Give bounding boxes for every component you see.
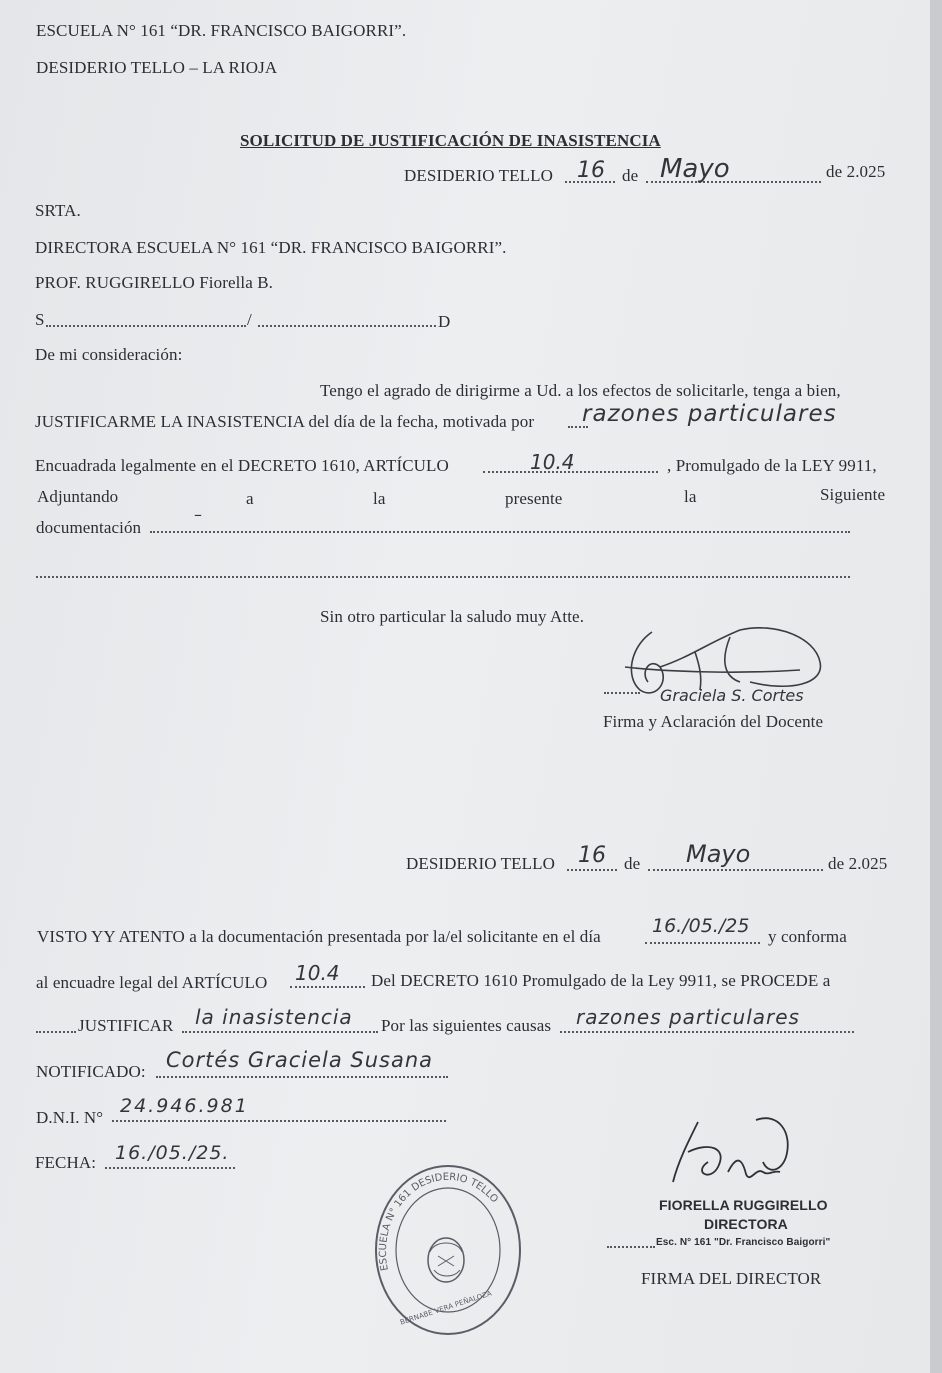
fecha-handwritten: 16./05./25. <box>115 1142 230 1164</box>
body-line-3a: Encuadrada legalmente en el DECRETO 1610, ARTÍCULO <box>35 456 449 475</box>
date-de: de <box>622 166 639 185</box>
dotted-line <box>290 986 365 988</box>
dni-handwritten: 24.946.981 <box>120 1095 249 1117</box>
dotted-line <box>645 942 760 944</box>
recipient-slash: / <box>247 310 252 329</box>
date-place: DESIDERIO TELLO <box>404 166 553 185</box>
greeting: De mi consideración: <box>35 345 183 364</box>
body-word-presente: presente <box>505 489 563 508</box>
notificado-label: NOTIFICADO: <box>36 1062 146 1081</box>
body-line-2: JUSTIFICARME LA INASISTENCIA del día de la fecha, motivada por <box>35 412 535 431</box>
dotted-line <box>150 531 850 533</box>
justificar-label: JUSTIFICAR <box>78 1016 174 1035</box>
dotted-line <box>105 1167 235 1169</box>
resolution-date-month-handwritten: Mayo <box>686 840 751 868</box>
director-signature-label: FIRMA DEL DIRECTOR <box>641 1269 822 1288</box>
dotted-line <box>648 869 823 871</box>
encuadre-text-b: Del DECRETO 1610 Promulgado de la Ley 9911, se PROCEDE a <box>371 971 831 990</box>
recipient-prof: PROF. RUGGIRELLO Fiorella B. <box>35 273 274 292</box>
dotted-line <box>607 1246 655 1248</box>
recipient-s: S <box>35 310 45 329</box>
causas-label: Por las siguientes causas <box>381 1016 552 1035</box>
dotted-line <box>258 325 436 327</box>
dotted-line <box>156 1076 448 1078</box>
article-handwritten: 10.4 <box>530 450 575 474</box>
dotted-line <box>36 1031 76 1033</box>
resolution-date-de: de <box>624 854 641 873</box>
school-header: ESCUELA N° 161 “DR. FRANCISCO BAIGORRI”. <box>36 21 407 40</box>
director-signature-scribble <box>668 1112 808 1202</box>
visto-date-handwritten: 16./05./25 <box>652 915 750 937</box>
body-word-adjuntando: Adjuntando <box>37 487 119 506</box>
visto-text-b: y conforma <box>768 927 847 946</box>
dotted-line <box>604 692 640 694</box>
director-stamp-name: FIORELLA RUGGIRELLO <box>659 1197 828 1213</box>
form-title: SOLICITUD DE JUSTIFICACIÓN DE INASISTENCIA <box>240 131 661 150</box>
justificar-handwritten: la inasistencia <box>195 1005 353 1029</box>
recipient-srta: SRTA. <box>35 201 81 220</box>
dni-label: D.N.I. N° <box>36 1108 104 1127</box>
dotted-line <box>182 1031 378 1033</box>
body-line-1: Tengo el agrado de dirigirme a Ud. a los efectos de solicitarle, tenga a bien, <box>320 381 841 400</box>
stamp-ring-bottom-text: BERNABE VERA PEÑALOZA <box>399 1289 493 1327</box>
notificado-handwritten: Cortés Graciela Susana <box>166 1048 433 1072</box>
date-day-handwritten: 16 <box>577 158 605 183</box>
teacher-signature-label: Firma y Aclaración del Docente <box>603 712 824 731</box>
page-edge <box>930 0 942 1373</box>
dotted-line <box>560 1031 854 1033</box>
resolution-date-place: DESIDERIO TELLO <box>406 854 555 873</box>
date-month-handwritten: Mayo <box>660 154 730 184</box>
dotted-line <box>567 869 617 871</box>
director-stamp-school: Esc. N° 161 "Dr. Francisco Baigorri" <box>656 1237 831 1248</box>
stamp-ring-top-text: ESCUELA N° 161 DESIDERIO TELLO <box>377 1171 500 1272</box>
body-word-siguiente: Siguiente <box>820 485 886 504</box>
body-line-3b: , Promulgado de la LEY 9911, <box>667 456 877 475</box>
body-line-5: documentación <box>36 518 142 537</box>
resolution-date-year: de 2.025 <box>828 854 888 873</box>
resolution-date-day-handwritten: 16 <box>578 843 606 868</box>
causas-handwritten: razones particulares <box>576 1005 800 1029</box>
body-word-a: a <box>246 489 254 508</box>
body-word-la-2: la <box>684 487 697 506</box>
director-stamp-role: DIRECTORA <box>704 1216 788 1232</box>
location-header: DESIDERIO TELLO – LA RIOJA <box>36 58 278 77</box>
dotted-line <box>36 576 850 578</box>
body-word-la: la <box>373 489 386 508</box>
recipient-d: D <box>438 312 451 331</box>
encuadre-text: al encuadre legal del ARTÍCULO <box>36 973 268 992</box>
visto-text: VISTO YY ATENTO a la documentación presentada por la/el solicitante en el día <box>37 927 601 946</box>
recipient-director: DIRECTORA ESCUELA N° 161 “DR. FRANCISCO BAIGORRI”. <box>35 238 507 257</box>
fecha-label: FECHA: <box>35 1153 97 1172</box>
dotted-line <box>112 1120 446 1122</box>
documentation-handwritten: – <box>194 505 202 524</box>
date-year: de 2.025 <box>826 162 886 181</box>
teacher-signature-handwritten: Graciela S. Cortes <box>660 686 804 705</box>
school-round-stamp <box>368 1160 528 1340</box>
dotted-line <box>46 325 246 327</box>
reason-handwritten: razones particulares <box>582 401 837 427</box>
closing: Sin otro particular la saludo muy Atte. <box>320 607 585 626</box>
encuadre-article-handwritten: 10.4 <box>295 961 340 985</box>
